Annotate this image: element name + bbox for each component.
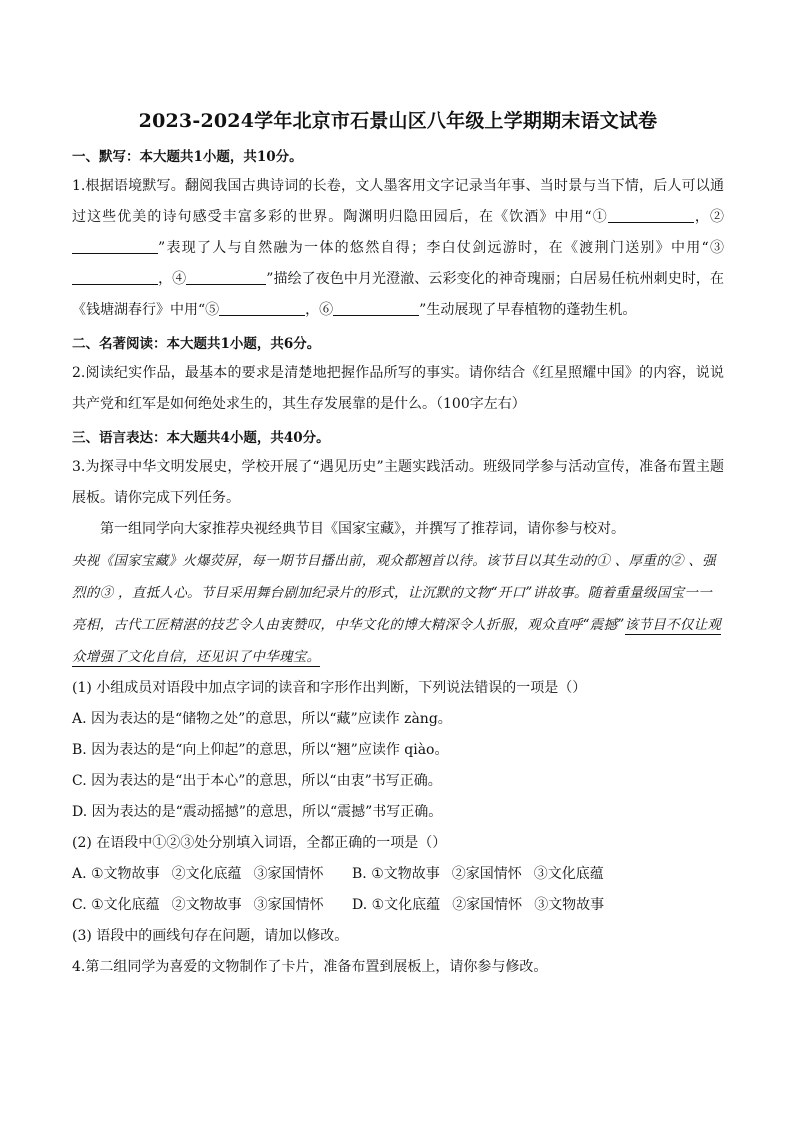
exam-title: 2023-2024学年北京市石景山区八年级上学期期末语文试卷 — [138, 110, 658, 132]
section-heading-dictation: 一、默写：本大题共1小题，共10分。 — [72, 149, 303, 165]
sub-question-2: (2) 在语段中①②③处分别填入词语，全都正确的一项是（） — [72, 835, 447, 851]
option-1d: D. 因为表达的是“震动摇撼”的意思，所以“震撼”书写正确。 — [72, 804, 443, 820]
blank-5 — [219, 301, 305, 316]
q1-text-2: ，② — [693, 209, 725, 225]
option-2c-part2: ②文物故事 — [171, 897, 242, 913]
option-2d-part2: ②家国情怀 — [452, 897, 523, 913]
option-2d — [352, 890, 632, 921]
option-2b-part3: ③文化底蕴 — [533, 866, 604, 882]
option-2b-part2: ②家国情怀 — [451, 866, 522, 882]
sub-question-1: (1) 小组成员对语段中加点字词的读音和字形作出判断，下列说法错误的一项是（） — [72, 680, 587, 696]
option-2b-part1: B. ①文物故事 — [352, 866, 440, 882]
question-1 — [72, 171, 724, 326]
options-row-cd — [72, 890, 724, 921]
option-2c — [72, 890, 352, 921]
option-2c-part3: ③家国情怀 — [253, 897, 324, 913]
q1-text-3: ”表现了人与自然融为一体的悠然自得；李白仗剑远游时，在《渡荆门送别》中用“③ — [158, 240, 724, 256]
blank-1 — [608, 208, 694, 223]
question-4: 4.第二组同学为喜爱的文物制作了卡片，准备布置到展板上，请你参与修改。 — [72, 959, 548, 975]
option-2a-part1: A. ①文物故事 — [72, 866, 160, 882]
sub-question-3: (3) 语段中的画线句存在问题，请加以修改。 — [72, 928, 349, 944]
question-3-intro: 3.为探寻中华文明发展史，学校开展了“遇见历史”主题实践活动。班级同学参与活动宣传，准备布置主题展板。请你完成下列任务。 — [72, 459, 724, 506]
option-2a-part2: ②文化底蕴 — [171, 866, 242, 882]
option-2a — [72, 859, 352, 890]
q1-text-1: 1.根据语境默写。翻阅我国古典诗词的长卷，文人墨客用文字记录当年事、当时景与当下情，后人可以通过这些优美的诗句感受丰富多彩的世界。陶渊明归隐田园后，在《饮酒》中用“① — [72, 178, 724, 225]
question-3-task: 第一组同学向大家推荐央视经典节目《国家宝藏》，并撰写了推荐词，请你参与校对。 — [100, 521, 625, 537]
option-2d-part1: D. ①文化底蕴 — [352, 897, 441, 913]
option-1b: B. 因为表达的是“向上仰起”的意思，所以“翘”应读作 qiào。 — [72, 742, 449, 758]
underlined-sentence: 该节目不仅让观众增强了文化自信，还见识了中华瑰宝。 — [72, 617, 722, 665]
q1-text-4: ，④ — [158, 271, 187, 287]
section-heading-expression: 三、语言表达：本大题共4小题，共40分。 — [72, 430, 330, 446]
option-2c-part1: C. ①文化底蕴 — [72, 897, 160, 913]
option-1a: A. 因为表达的是“储物之处”的意思，所以“藏”应读作 zàng。 — [72, 711, 452, 727]
blank-6 — [333, 301, 419, 316]
options-row-ab — [72, 859, 724, 890]
blank-4 — [186, 270, 266, 285]
recommendation-passage — [72, 545, 724, 673]
question-2: 2.阅读纪实作品，最基本的要求是清楚地把握作品所写的事实。请你结合《红星照耀中国》的内容，说说共产党和红军是如何绝处求生的，其生存发展靠的是什么。（100字左右） — [72, 365, 724, 412]
option-2b — [352, 859, 632, 890]
section-heading-reading: 二、名著阅读：本大题共1小题，共6分。 — [72, 336, 321, 352]
blank-2 — [72, 239, 158, 254]
passage-text: 央视《国家宝藏》火爆荧屏，每一期节目播出前，观众都翘首以待。该节目以其生动的① 、厚重的② 、强烈的③ ，直抵人心。节目采用舞台剧加纪录片的形式，让沉默的文物“开口”讲故事。随着重量级国宝一一亮相，古代工匠精湛的技艺令人由衷赞叹，中华文化的博大精深令人折服，观众直呼“震撼” — [72, 553, 716, 633]
q1-text-5: ”描绘了夜色中月光澄澈、云彩变化的神奇瑰丽；白居易任杭州刺史时，在《钱塘湖春行》中用“⑤ — [72, 271, 725, 318]
option-1c: C. 因为表达的是“出于本心”的意思，所以“由衷”书写正确。 — [72, 773, 442, 789]
option-2d-part3: ③文物故事 — [534, 897, 605, 913]
blank-3 — [72, 270, 158, 285]
option-2a-part3: ③家国情怀 — [253, 866, 324, 882]
q1-text-7: ”生动展现了早春植物的蓬勃生机。 — [419, 302, 637, 318]
q1-text-6: ，⑥ — [305, 302, 334, 318]
